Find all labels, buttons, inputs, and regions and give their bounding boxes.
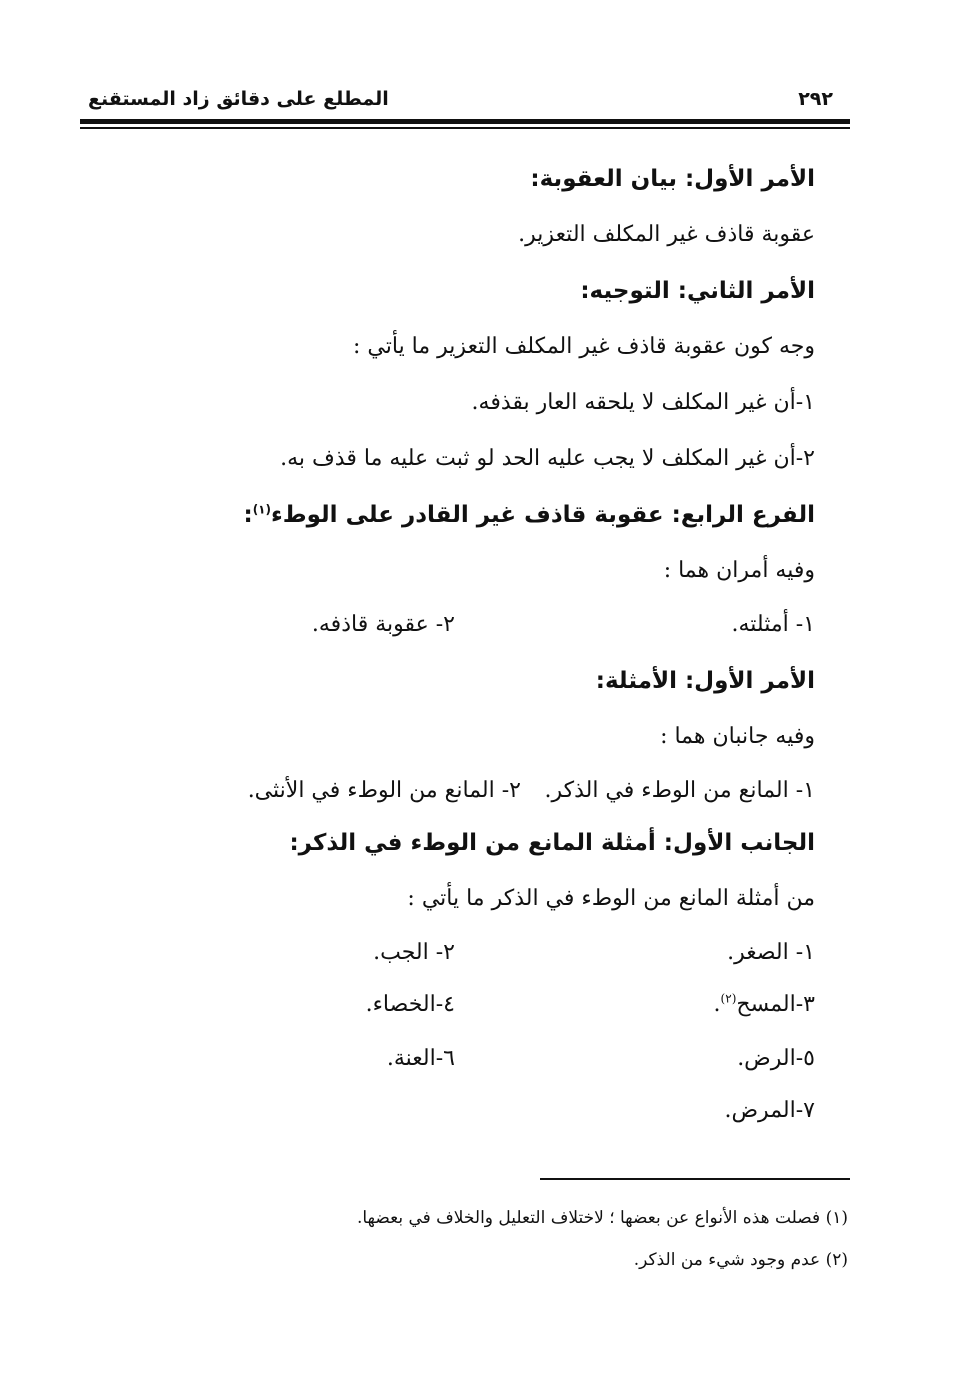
list-item: ١- أمثلته. [731, 612, 815, 637]
paragraph: وفيه أمران هما : [663, 558, 815, 583]
list-item [714, 982, 815, 1028]
list-item: ١-أن غير المكلف لا يلحقه العار بقذفه. [471, 390, 815, 415]
running-header-title: المطلع على دقائق زاد المستقنع [88, 88, 389, 110]
list-item: ٤-الخصاء. [365, 992, 455, 1017]
list-item: ١- المانع من الوطء في الذكر. [544, 778, 815, 803]
heading-text: الفرع الرابع: عقوبة قاذف غير القادر على الوطء [270, 502, 815, 528]
list-item: ٢- الجب. [373, 940, 455, 965]
paragraph: عقوبة قاذف غير المكلف التعزير. [518, 222, 815, 247]
page-number: ٢٩٢ [798, 88, 833, 110]
footnote-separator [540, 1178, 850, 1180]
list-item: ٢- عقوبة قاذفه. [311, 612, 455, 637]
paragraph: من أمثلة المانع من الوطء في الذكر ما يأتي : [407, 886, 815, 911]
footnote-1: (١) فصلت هذه الأنواع عن بعضها ؛ لاختلاف التعليل والخلاف في بعضها. [356, 1208, 848, 1228]
list-item: ٦-العنة. [386, 1046, 455, 1071]
footnote-marker: (١) [252, 502, 271, 517]
header-rule-thick [80, 119, 850, 124]
list-item: ١- الصغر. [727, 940, 815, 965]
list-item-text: ٣-المسح [736, 992, 815, 1017]
list-item: ٥-الرض. [737, 1046, 815, 1071]
heading-first-side: الجانب الأول: أمثلة المانع من الوطء في الذكر: [289, 830, 815, 856]
footnote-2: (٢) عدم وجود شيء من الذكر. [633, 1250, 848, 1270]
heading-examples: الأمر الأول: الأمثلة: [595, 668, 815, 694]
paragraph: وفيه جانبان هما : [660, 724, 815, 749]
list-item: ٢- المانع من الوطء في الأنثى. [247, 778, 521, 803]
heading-fourth-branch [80, 492, 815, 538]
heading-colon: : [243, 502, 253, 528]
list-item: ٧-المرض. [724, 1098, 815, 1123]
list-item-period: . [713, 992, 721, 1017]
paragraph: وجه كون عقوبة قاذف غير المكلف التعزير ما يأتي : [353, 334, 815, 359]
heading-first-matter: الأمر الأول: بيان العقوبة: [530, 166, 815, 192]
footnote-marker: (٢) [720, 991, 737, 1006]
header-rule-thin [80, 127, 850, 129]
list-item: ٢-أن غير المكلف لا يجب عليه الحد لو ثبت عليه ما قذف به. [280, 446, 815, 471]
heading-second-matter: الأمر الثاني: التوجيه: [580, 278, 815, 304]
